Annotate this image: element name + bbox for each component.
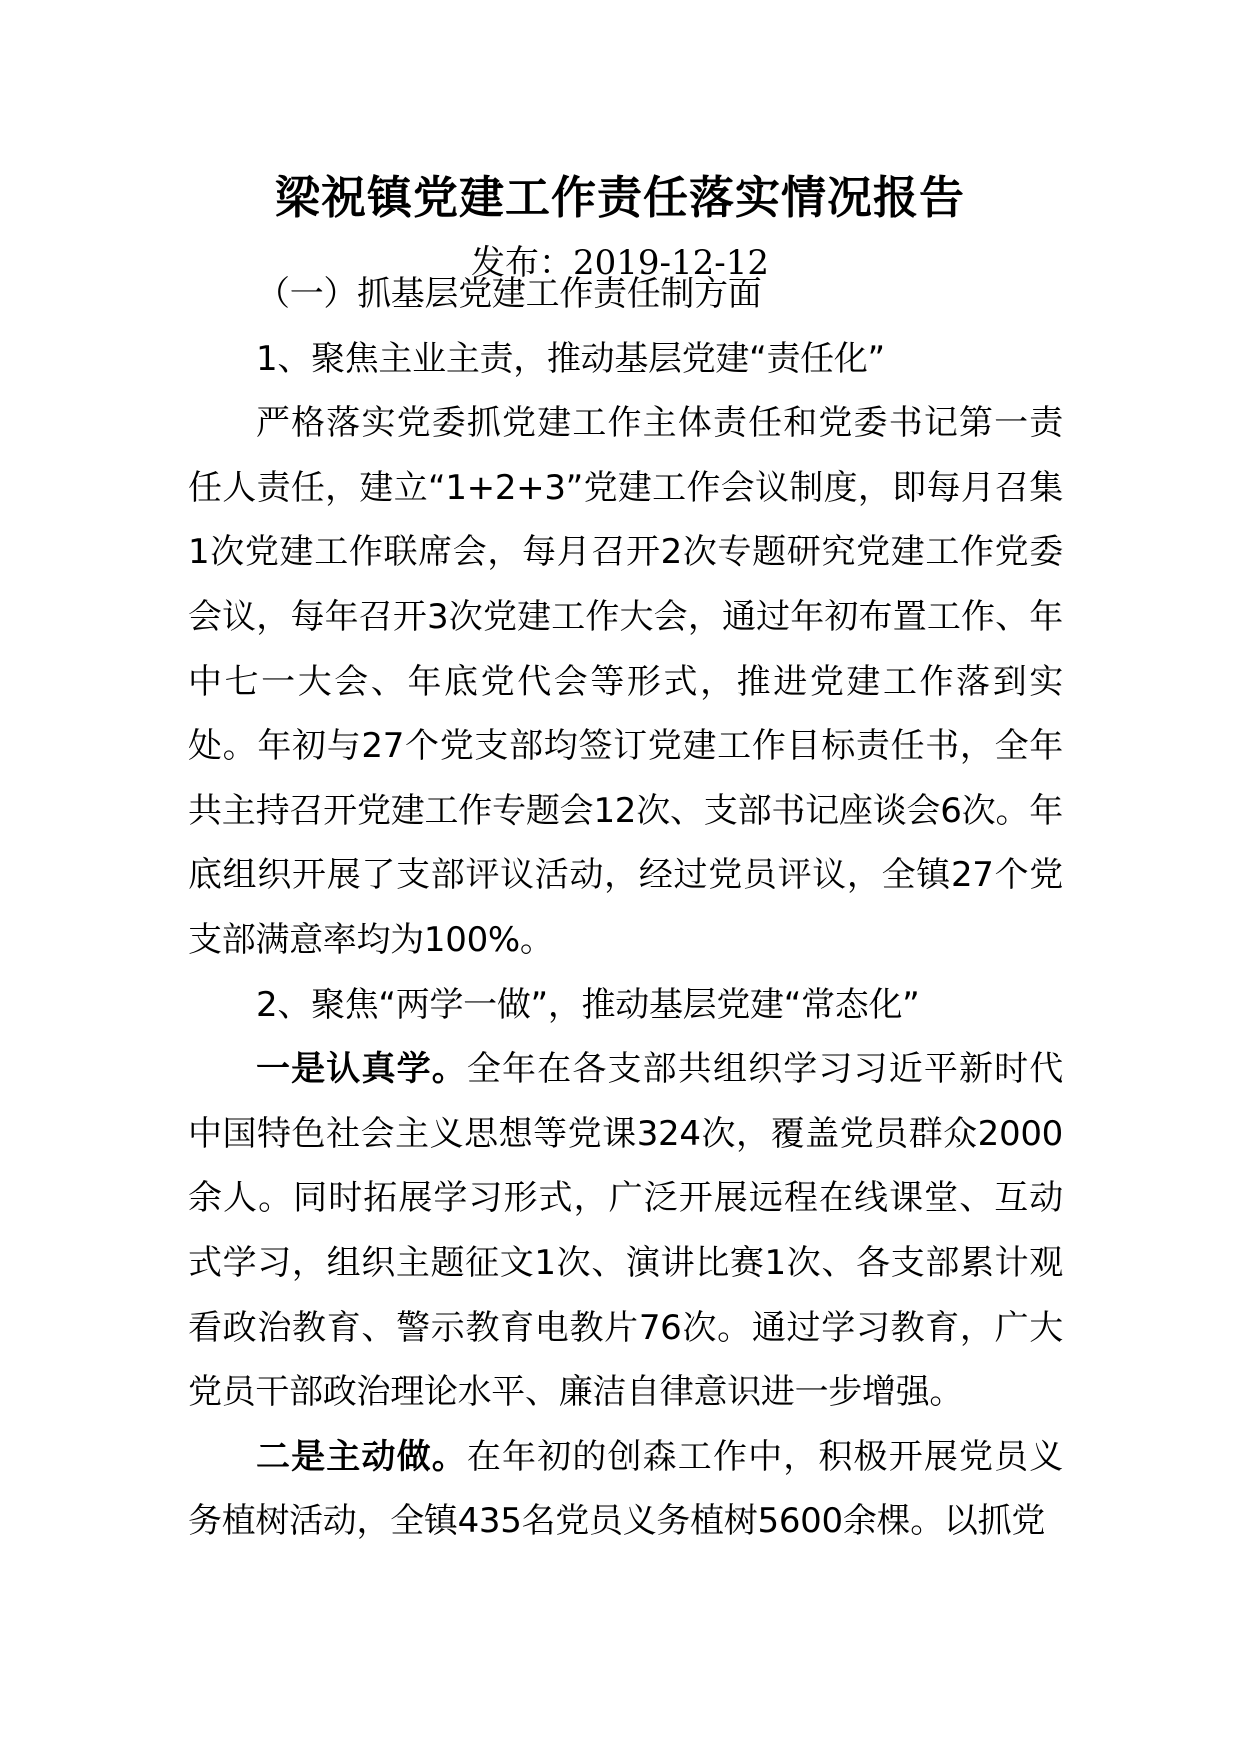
paragraph-2 — [188, 1037, 1063, 1425]
paragraph-1: 严格落实党委抓党建工作主体责任和党委书记第一责任人责任，建立“1+2+3”党建工作会议制度，即每月召集1次党建工作联席会，每月召开2次专题研究党建工作党委会议，每年召开3次党建工作大会，通过年初布置工作、年中七一大会、年底党代会等形式，推进党建工作落到实处。年初与27个党支部均签订党建工作目标责任书，全年共主持召开党建工作专题会12次、支部书记座谈会6次。年底组织开展了支部评议活动，经过党员评议，全镇27个党支部满意率均为100%。 — [188, 403, 1063, 960]
paragraph-3-text: 在年初的创森工作中，积极开展党员义务植树活动，全镇435名党员义务植树5600余棵。以抓党 — [188, 1436, 1063, 1542]
paragraph-3-lead: 二是主动做。 — [256, 1436, 467, 1477]
document-title: 梁祝镇党建工作责任落实情况报告 — [274, 171, 965, 224]
publish-date: 发布：2019-12-12 — [470, 243, 770, 283]
paragraph-2-text: 全年在各支部共组织学习习近平新时代中国特色社会主义思想等党课324次，覆盖党员群众2000余人。同时拓展学习形式，广泛开展远程在线课堂、互动式学习，组织主题征文1次、演讲比赛1次、各支部累计观看政治教育、警示教育电教片76次。通过学习教育，广大党员干部政治理论水平、廉洁自律意识进一步增强。 — [188, 1049, 1063, 1413]
paragraph-3 — [188, 1425, 1063, 1554]
subsection-heading-2: 2、聚焦“两学一做”，推动基层党建“常态化” — [256, 984, 920, 1025]
section-heading: （一）抓基层党建工作责任制方面 — [256, 274, 762, 314]
paragraph-2-lead: 一是认真学。 — [256, 1049, 467, 1090]
subsection-heading-1: 1、聚焦主业主责，推动基层党建“责任化” — [256, 338, 885, 379]
document-body — [188, 262, 1063, 1554]
